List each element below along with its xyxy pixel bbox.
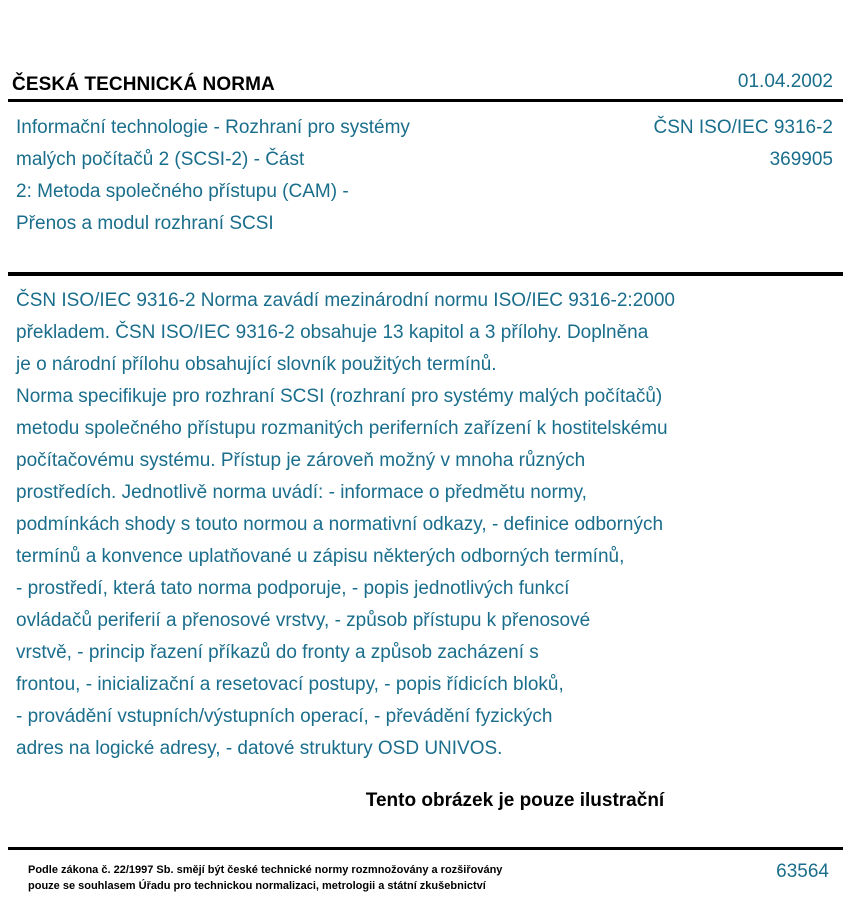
abstract-line: frontou, - inicializační a resetovací postupy, - popis řídicích bloků, <box>16 674 564 695</box>
title-line: malých počítačů 2 (SCSI-2) - Část <box>16 149 305 170</box>
section-rule <box>8 272 843 276</box>
abstract-line: překladem. ČSN ISO/IEC 9316-2 obsahuje 13 kapitol a 3 přílohy. Doplněna <box>16 322 649 343</box>
header-rule <box>8 99 843 102</box>
document-number-block <box>653 112 833 176</box>
issue-date: 01.04.2002 <box>737 71 833 92</box>
abstract-line: vrstvě, - princip řazení příkazů do fronty a způsob zacházení s <box>16 642 539 663</box>
abstract-line: - provádění vstupních/výstupních operací, - převádění fyzických <box>16 706 553 727</box>
illustrative-notice: Tento obrázek je pouze ilustrační <box>365 790 665 811</box>
title-line: 2: Metoda společného přístupu (CAM) - <box>16 181 349 202</box>
footer-rule <box>8 847 843 850</box>
abstract-line: je o národní přílohu obsahující slovník použitých termínů. <box>16 354 497 375</box>
page-heading: ČESKÁ TECHNICKÁ NORMA <box>12 74 275 95</box>
abstract-line: adres na logické adresy, - datové struktury OSD UNIVOS. <box>16 738 503 759</box>
abstract-line: podmínkách shody s touto normou a normativní odkazy, - definice odborných <box>16 514 664 535</box>
abstract-line: ČSN ISO/IEC 9316-2 Norma zavádí mezinárodní normu ISO/IEC 9316-2:2000 <box>16 290 675 311</box>
abstract-line: počítačovému systému. Přístup je zároveň možný v mnoha různých <box>16 450 586 471</box>
abstract-line: - prostředí, která tato norma podporuje, - popis jednotlivých funkcí <box>16 578 570 599</box>
title-line: Informační technologie - Rozhraní pro systémy <box>16 117 410 138</box>
legal-line: pouze se souhlasem Úřadu pro technickou normalizaci, metrologii a státní zkušebnictví <box>28 880 486 892</box>
abstract-line: Norma specifikuje pro rozhraní SCSI (rozhraní pro systémy malých počítačů) <box>16 386 663 407</box>
document-title <box>16 112 486 240</box>
abstract <box>16 285 796 765</box>
abstract-line: metodu společného přístupu rozmanitých periferních zařízení k hostitelskému <box>16 418 668 439</box>
abstract-line: ovládačů periferií a přenosové vrstvy, - způsob přístupu k přenosové <box>16 610 591 631</box>
legal-line: Podle zákona č. 22/1997 Sb. smějí být české technické normy rozmnožovány a rozšiřovány <box>28 864 503 876</box>
title-line: Přenos a modul rozhraní SCSI <box>16 213 274 234</box>
document-number: ČSN ISO/IEC 9316-2 <box>653 117 833 138</box>
catalog-number: 63564 <box>776 861 829 882</box>
abstract-line: prostředích. Jednotlivě norma uvádí: - informace o předmětu normy, <box>16 482 587 503</box>
classification-code: 369905 <box>769 149 833 170</box>
legal-notice <box>28 862 502 894</box>
abstract-line: termínů a konvence uplatňované u zápisu některých odborných termínů, <box>16 546 625 567</box>
